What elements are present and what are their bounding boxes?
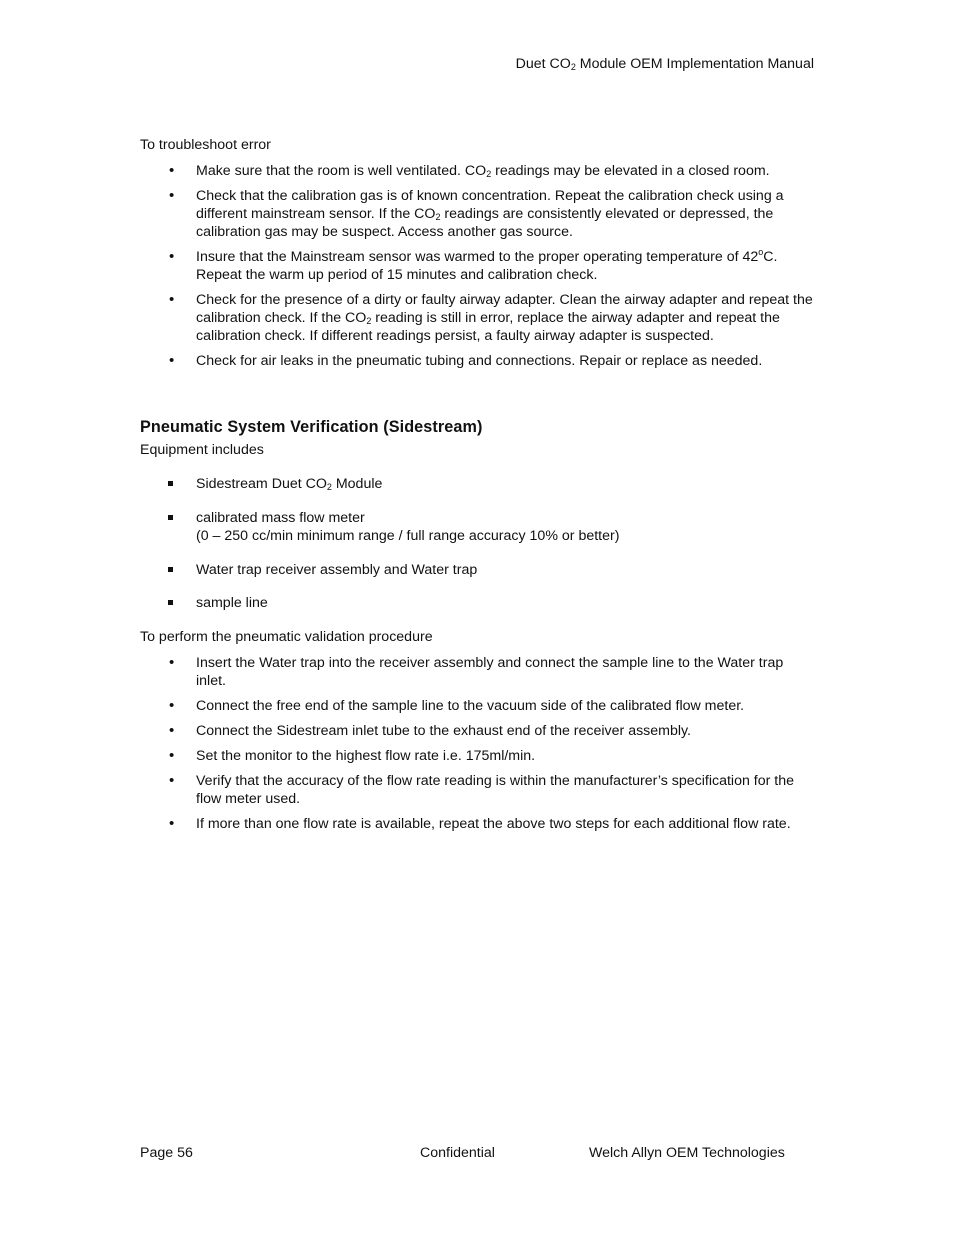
subscript: 2 [486,169,492,179]
equipment-intro: Equipment includes [140,442,264,458]
bullet-icon: • [169,248,175,265]
item-text: Insure that the Mainstream sensor was warmed to the proper operating temperature of 42 [196,249,759,265]
troubleshoot-intro: To troubleshoot error [140,137,271,153]
square-bullet-icon [168,515,173,520]
subscript: 2 [366,316,372,326]
list-item [140,594,814,613]
item-text: reading is still in error, replace the airway adapter and repeat the calibration check. If different readings persist, a faulty airway adapter is suspected. [196,310,780,344]
list-item [140,187,814,241]
list-item [140,509,814,546]
procedure-list [140,654,814,833]
list-item [140,291,814,345]
item-text: Connect the free end of the sample line to the vacuum side of the calibrated flow meter. [196,697,745,714]
list-item [140,475,814,494]
bullet-icon: • [169,814,175,832]
equipment-list [140,475,814,613]
bullet-icon: • [169,187,175,204]
bullet-icon: • [169,291,175,308]
footer-company: Welch Allyn OEM Technologies [589,1145,785,1161]
list-item [140,815,814,833]
item-text: Check for the presence of a dirty or faulty airway adapter. Clean the airway adapter and repeat the calibration check. If the CO [196,292,813,326]
list-item [140,162,814,180]
list-item [140,248,814,284]
item-text: Set the monitor to the highest flow rate i.e. 175ml/min. [196,747,536,764]
bullet-icon: • [169,771,175,789]
list-item [140,697,814,715]
bullet-icon: • [169,746,175,764]
item-text: Module [331,476,383,492]
item-text: If more than one flow rate is available, repeat the above two steps for each additional flow rate. [196,815,791,832]
item-text: Verify that the accuracy of the flow rate reading is within the manufacturer’s specification for the flow meter used. [196,772,795,807]
item-text: sample line [196,595,268,611]
header-title-subscript: 2 [570,62,576,72]
subscript: 2 [326,482,332,492]
list-item [140,747,814,765]
footer-page-number: Page 56 [140,1145,193,1161]
list-item [140,772,814,808]
list-item [140,352,814,370]
square-bullet-icon [168,600,173,605]
item-text: Check for air leaks in the pneumatic tubing and connections. Repair or replace as needed. [196,353,763,369]
square-bullet-icon [168,481,173,486]
page-header [516,56,814,72]
bullet-icon: • [169,162,175,179]
item-text: readings are consistently elevated or depressed, the calibration gas may be suspect. Access another gas source. [196,206,774,240]
bullet-icon: • [169,352,175,369]
section-heading: Pneumatic System Verification (Sidestream) [140,418,483,436]
header-title-text: Duet CO [515,56,571,72]
item-text: Check that the calibration gas is of known concentration. Repeat the calibration check using a different mainstream sensor. If the CO [196,188,784,222]
bullet-icon: • [169,696,175,714]
header-title-rest: Module OEM Implementation Manual [575,56,814,72]
item-text: Sidestream Duet CO [196,476,327,492]
footer-confidential: Confidential [420,1145,495,1161]
bullet-icon: • [169,721,175,739]
square-bullet-icon [168,567,173,572]
page-content [140,136,814,840]
item-text: calibrated mass flow meter [196,509,365,526]
list-item [140,561,814,580]
troubleshoot-list [140,162,814,370]
procedure-intro: To perform the pneumatic validation procedure [140,628,433,645]
superscript: o [758,247,764,257]
item-text: Insert the Water trap into the receiver assembly and connect the sample line to the Water trap inlet. [196,654,784,689]
subscript: 2 [435,212,441,222]
item-text: (0 – 250 cc/min minimum range / full range accuracy 10% or better) [196,528,620,544]
list-item [140,722,814,740]
item-text: readings may be elevated in a closed room. [491,163,770,179]
item-text: Connect the Sidestream inlet tube to the exhaust end of the receiver assembly. [196,722,692,739]
item-text: Water trap receiver assembly and Water trap [196,561,478,578]
item-text: C. Repeat the warm up period of 15 minutes and calibration check. [196,249,778,283]
item-text: Make sure that the room is well ventilated. CO [196,163,487,179]
bullet-icon: • [169,653,175,671]
list-item [140,654,814,690]
